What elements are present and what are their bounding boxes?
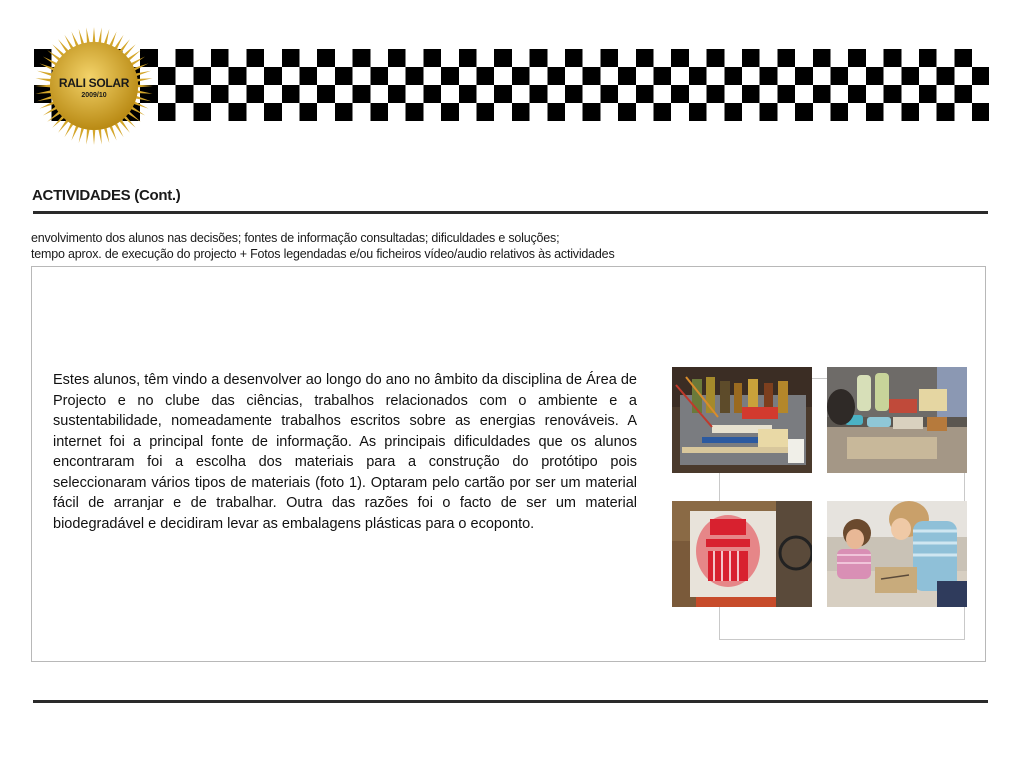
logo-year: 2009/10 [81, 92, 107, 99]
checker-row [34, 103, 989, 121]
photo-packaging [827, 367, 967, 473]
checker-row [34, 67, 989, 85]
subtitle-line-1: envolvimento dos alunos nas decisões; fontes de informação consultadas; dificuldades e soluções; [31, 231, 560, 245]
bottom-divider [33, 700, 988, 703]
checker-row [34, 85, 989, 103]
photo-stencil [672, 501, 812, 607]
photo-materials [672, 367, 812, 473]
body-paragraph: Estes alunos, têm vindo a desenvolver ao longo do ano no âmbito da disciplina de Área de Projecto e no clube das ciências, trabalhos relacionados com o ambiente e a sustentabilidade, nomeadamente trabalhos escritos sobre as energias renováveis. A internet foi a principal fonte de informação. As principais dificuldades que os alunos encontraram foi a escolha dos materiais para a construção do protótipo pois seleccionaram vários tipos de materiais (foto 1). Optaram pelo cartão por ser um material fácil de arranjar e de trabalhar. Outra das razões foi o facto de ser um material biodegradável e decidiram levar as embalagens plásticas para o ecoponto. [53, 372, 637, 532]
photo-students [827, 501, 967, 607]
checker-row [34, 49, 989, 67]
section-subtitle [31, 230, 615, 262]
top-divider [33, 211, 988, 214]
subtitle-line-2: tempo aprox. de execução do projecto + Fotos legendadas e/ou ficheiros vídeo/audio relativos às actividades [31, 247, 615, 261]
logo-title: RALI SOLAR [58, 76, 130, 90]
section-title: ACTIVIDADES (Cont.) [32, 187, 181, 204]
